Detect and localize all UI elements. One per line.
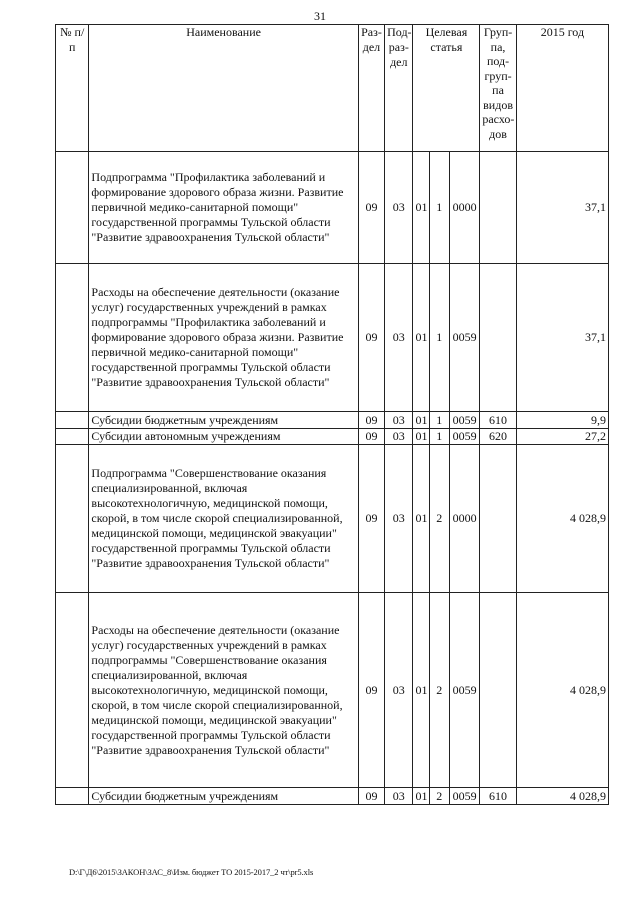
- row-vid: [480, 152, 516, 264]
- row-podrazdel: 03: [385, 264, 413, 412]
- row-name: Подпрограмма "Профилактика заболеваний и формирование здорового образа жизни. Развитие первичной медико-санитарной помощи" государственной программы Тульской области "Развитие здравоохранения Тульской области": [89, 152, 358, 264]
- row-razdel: 09: [358, 788, 384, 805]
- header-target: Целевая статья: [413, 25, 480, 152]
- row-podrazdel: 03: [385, 412, 413, 429]
- row-target-part3: 0059: [449, 412, 479, 429]
- row-num-cell: [56, 152, 89, 264]
- row-name: Субсидии бюджетным учреждениям: [89, 788, 358, 805]
- page-number: 31: [314, 9, 326, 23]
- row-num-cell: [56, 445, 89, 593]
- header-row: [56, 25, 609, 152]
- row-target-part1: 01: [413, 788, 429, 805]
- table-row: [56, 593, 609, 788]
- row-target-part3: 0059: [449, 429, 479, 445]
- row-target-part3: 0059: [449, 264, 479, 412]
- header-vid: Груп-па, под-груп-па видов расхо-дов: [480, 25, 516, 152]
- table-row: [56, 152, 609, 264]
- row-sum: 27,2: [516, 429, 608, 445]
- row-sum: 4 028,9: [516, 593, 608, 788]
- row-name: Подпрограмма "Совершенствование оказания специализированной, включая высокотехнологичную, медицинской помощи, скорой, в том числе скорой специализированной, медицинской помощи, медицинской эвакуации" государственной программы Тульской области "Развитие здравоохранения Тульской области": [89, 445, 358, 593]
- row-target-part2: 2: [429, 445, 449, 593]
- row-razdel: 09: [358, 152, 384, 264]
- table-row: [56, 429, 609, 445]
- row-name: Субсидии автономным учреждениям: [89, 429, 358, 445]
- table-body: [56, 152, 609, 805]
- row-target-part3: 0059: [449, 593, 479, 788]
- row-num-cell: [56, 788, 89, 805]
- row-num-cell: [56, 429, 89, 445]
- row-podrazdel: 03: [385, 445, 413, 593]
- file-path-footer: D:\Г\Д6\2015\ЗАКОН\ЗАС_8\Изм. бюджет ТО 2015-2017_2 чт\pr5.xls: [69, 867, 314, 877]
- row-num-cell: [56, 412, 89, 429]
- row-sum: 9,9: [516, 412, 608, 429]
- row-target-part3: 0000: [449, 445, 479, 593]
- row-podrazdel: 03: [385, 429, 413, 445]
- row-vid: 610: [480, 412, 516, 429]
- row-target-part2: 1: [429, 429, 449, 445]
- row-name: Расходы на обеспечение деятельности (оказание услуг) государственных учреждений в рамках подпрограммы "Совершенствование оказания специализированной, включая высокотехнологичную, медицинской помощи, скорой, в том числе скорой специализированной, медицинской помощи, медицинской эвакуации" государственной программы Тульской области "Развитие здравоохранения Тульской области": [89, 593, 358, 788]
- row-target-part1: 01: [413, 593, 429, 788]
- row-razdel: 09: [358, 593, 384, 788]
- row-vid: 610: [480, 788, 516, 805]
- header-podrazdel: Под-раз-дел: [385, 25, 413, 152]
- row-sum: 37,1: [516, 152, 608, 264]
- row-vid: 620: [480, 429, 516, 445]
- row-name: Субсидии бюджетным учреждениям: [89, 412, 358, 429]
- row-target-part2: 1: [429, 412, 449, 429]
- row-target-part2: 1: [429, 152, 449, 264]
- row-vid: [480, 593, 516, 788]
- row-name: Расходы на обеспечение деятельности (оказание услуг) государственных учреждений в рамках подпрограммы "Профилактика заболеваний и формирование здорового образа жизни. Развитие первичной медико-санитарной помощи" государственной программы Тульской области "Развитие здравоохранения Тульской области": [89, 264, 358, 412]
- header-year: 2015 год: [516, 25, 608, 152]
- row-target-part2: 2: [429, 593, 449, 788]
- row-num-cell: [56, 593, 89, 788]
- row-target-part1: 01: [413, 152, 429, 264]
- row-target-part1: 01: [413, 264, 429, 412]
- row-razdel: 09: [358, 264, 384, 412]
- row-target-part1: 01: [413, 429, 429, 445]
- row-target-part3: 0059: [449, 788, 479, 805]
- budget-table: [55, 24, 609, 805]
- row-target-part1: 01: [413, 445, 429, 593]
- row-num-cell: [56, 264, 89, 412]
- row-razdel: 09: [358, 412, 384, 429]
- table-row: [56, 788, 609, 805]
- header-num: № п/п: [56, 25, 89, 152]
- row-target-part1: 01: [413, 412, 429, 429]
- row-vid: [480, 445, 516, 593]
- row-sum: 37,1: [516, 264, 608, 412]
- row-sum: 4 028,9: [516, 445, 608, 593]
- row-target-part2: 1: [429, 264, 449, 412]
- row-podrazdel: 03: [385, 593, 413, 788]
- row-podrazdel: 03: [385, 152, 413, 264]
- row-sum: 4 028,9: [516, 788, 608, 805]
- row-razdel: 09: [358, 429, 384, 445]
- table-row: [56, 264, 609, 412]
- row-target-part2: 2: [429, 788, 449, 805]
- row-vid: [480, 264, 516, 412]
- row-razdel: 09: [358, 445, 384, 593]
- header-razdel: Раз-дел: [358, 25, 384, 152]
- table-row: [56, 412, 609, 429]
- table-row: [56, 445, 609, 593]
- row-target-part3: 0000: [449, 152, 479, 264]
- row-podrazdel: 03: [385, 788, 413, 805]
- header-name: Наименование: [89, 25, 358, 152]
